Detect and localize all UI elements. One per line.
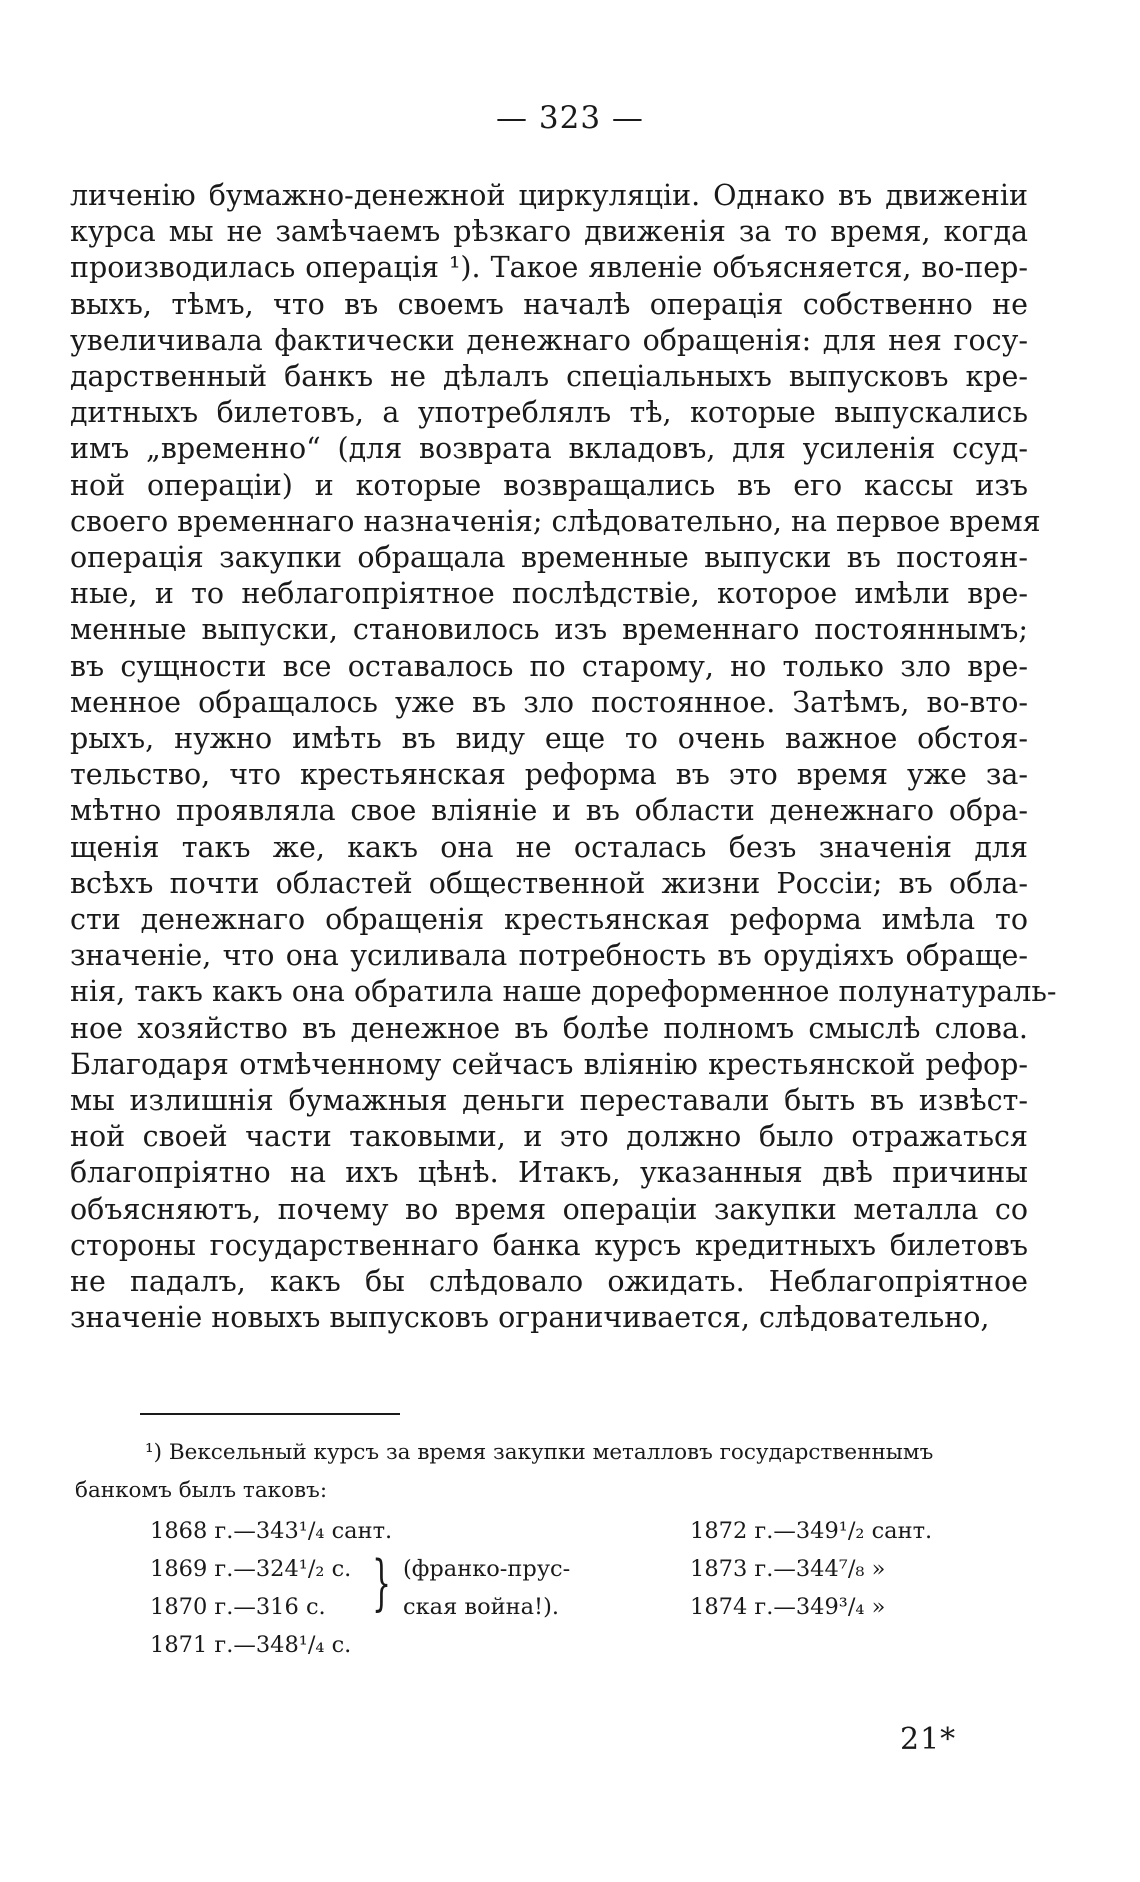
- footnote-rate-row: 1872 г.—349¹/₂ сант.: [690, 1518, 933, 1544]
- footnote-rate-row: 1868 г.—343¹/₄ сант.: [150, 1518, 393, 1544]
- paragraph-line: тельство, что крестьянская реформа въ это время уже за-: [70, 758, 1028, 792]
- paragraph-line: стороны государственнаго банка курсъ кредитныхъ билетовъ: [70, 1228, 1028, 1262]
- paragraph-line: объясняютъ, почему во время операціи закупки металла со: [70, 1192, 1028, 1226]
- paragraph-line: мѣтно проявляла свое вліяніе и въ области денежнаго обра-: [70, 794, 1028, 828]
- footnote-rate-row: 1873 г.—344⁷/₈ »: [690, 1556, 886, 1582]
- signature-mark: 21*: [900, 1722, 957, 1757]
- paragraph-line: дарственный банкъ не дѣлалъ спеціальныхъ выпусковъ кре-: [70, 360, 1028, 394]
- paragraph-line: своего временнаго назначенія; слѣдовательно, на первое время: [70, 504, 1041, 538]
- paragraph-line: ные, и то неблагопріятное послѣдствіе, которое имѣли вре-: [70, 577, 1028, 611]
- paragraph-line: операція закупки обращала временные выпуски въ постоян-: [70, 541, 1028, 575]
- paragraph-line: сти денежнаго обращенія крестьянская реформа имѣла то: [70, 903, 1028, 937]
- paragraph-line: щенія такъ же, какъ она не осталась безъ значенія для: [70, 830, 1028, 864]
- paragraph-line: выхъ, тѣмъ, что въ своемъ началѣ операція собственно не: [70, 287, 1028, 321]
- paragraph-line: ной своей части таковыми, и это должно было отражаться: [70, 1120, 1028, 1154]
- paragraph-line: нія, такъ какъ она обратила наше дореформенное полунатураль-: [70, 975, 1057, 1009]
- paragraph-line: въ сущности все оставалось по старому, но только зло вре-: [70, 649, 1028, 683]
- paragraph-line: не падалъ, какъ бы слѣдовало ожидать. Неблагопріятное: [70, 1265, 1028, 1299]
- paragraph-line: имъ „временно“ (для возврата вкладовъ, для усиленія ссуд-: [70, 432, 1028, 466]
- footnote-brace: }: [372, 1548, 392, 1618]
- footnote-intro: [75, 1434, 1025, 1510]
- footnote-war-note-line: (франко-прус-: [403, 1556, 571, 1582]
- paragraph-line: личенію бумажно-денежной циркуляціи. Однако въ движеніи: [70, 179, 1028, 212]
- paragraph-line: курса мы не замѣчаемъ рѣзкаго движенія за то время, когда: [70, 215, 1028, 249]
- main-paragraph: [70, 178, 1057, 1337]
- footnote-separator: [140, 1413, 400, 1415]
- paragraph-line: значеніе новыхъ выпусковъ ограничивается, слѣдовательно,: [70, 1301, 990, 1335]
- paragraph-line: увеличивала фактически денежнаго обращенія: для нея госу-: [70, 323, 1028, 357]
- page-number: — 323 —: [496, 100, 644, 136]
- paragraph-line: Благодаря отмѣченному сейчасъ вліянію крестьянской рефор-: [70, 1047, 1028, 1081]
- footnote-right-column: [690, 1512, 932, 1626]
- paragraph-line: ной операціи) и которые возвращались въ его кассы изъ: [70, 468, 1028, 502]
- footnote-rate-row: 1874 г.—349³/₄ »: [690, 1594, 886, 1620]
- footnote-war-note: [403, 1550, 570, 1626]
- footnote-rate-row: 1870 г.—316 с.: [150, 1594, 326, 1620]
- footnote-left-column: [150, 1512, 392, 1664]
- paragraph-line: всѣхъ почти областей общественной жизни Россіи; въ обла-: [70, 866, 1028, 900]
- paragraph-line: ное хозяйство въ денежное въ болѣе полномъ смыслѣ слова.: [70, 1011, 1028, 1045]
- footnote-war-note-line: ская война!).: [403, 1594, 560, 1620]
- paragraph-line: мы излишнія бумажныя деньги переставали быть въ извѣст-: [70, 1084, 1028, 1118]
- paragraph-line: менные выпуски, становилось изъ временнаго постояннымъ;: [70, 613, 1028, 647]
- paragraph-line: благопріятно на ихъ цѣнѣ. Итакъ, указанныя двѣ причины: [70, 1156, 1028, 1190]
- paragraph-line: производилась операція ¹). Такое явленіе объясняется, во-пер-: [70, 251, 1028, 285]
- paragraph-line: рыхъ, нужно имѣть въ виду еще то очень важное обстоя-: [70, 722, 1028, 756]
- paragraph-line: менное обращалось уже въ зло постоянное. Затѣмъ, во-вто-: [70, 685, 1028, 719]
- footnote-rate-row: 1869 г.—324¹/₂ с.: [150, 1556, 352, 1582]
- footnote-intro-line: ¹) Вексельный курсъ за время закупки металловъ государственнымъ: [145, 1440, 934, 1465]
- footnote-rate-row: 1871 г.—348¹/₄ с.: [150, 1632, 352, 1658]
- paragraph-line: дитныхъ билетовъ, а употреблялъ тѣ, которые выпускались: [70, 396, 1028, 430]
- footnote-intro-line: банкомъ былъ таковъ:: [75, 1478, 328, 1503]
- paragraph-line: значеніе, что она усиливала потребность въ орудіяхъ обраще-: [70, 939, 1028, 973]
